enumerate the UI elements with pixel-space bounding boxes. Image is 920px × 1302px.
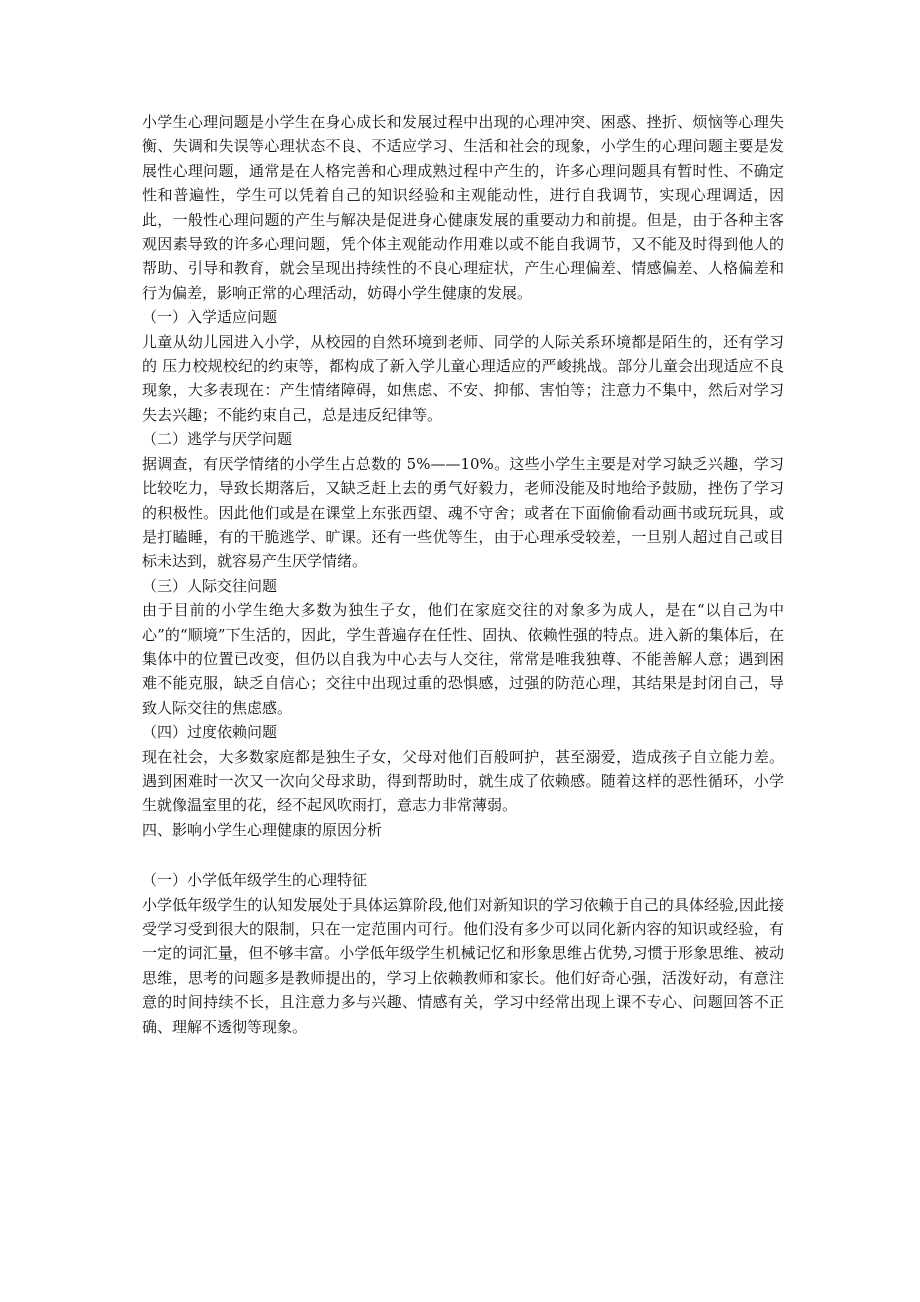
paragraph-spacer <box>142 842 784 868</box>
section-heading-4: （四）过度依赖问题 <box>142 723 278 742</box>
section-body-1: 儿童从幼儿园进入小学，从校园的自然环境到老师、同学的人际关系环境都是陌生的，还有学习的 压力校规校纪的约束等，都构成了新入学儿童心理适应的严峻挑战。部分儿童会出现适应不良现象，大多表现在：产生情绪障碍，如焦虑、不安、抑郁、害怕等；注意力不集中，然后对学习失去兴趣；不能约束自己，总是违反纪律等。 <box>142 332 784 424</box>
section-body-4: 现在社会，大多数家庭都是独生子女，父母对他们百般呵护，甚至溺爱，造成孩子自立能力差。遇到困难时一次又一次向父母求助，得到帮助时，就生成了依赖感。随着这样的恶性循环，小学生就像温室里的花，经不起风吹雨打，意志力非常薄弱。 <box>142 747 784 815</box>
section-heading-2: （二）逃学与厌学问题 <box>142 430 293 449</box>
section-body-2: 据调查，有厌学情绪的小学生占总数的 5%——10%。这些小学生主要是对学习缺乏兴趣，学习比较吃力，导致长期落后，又缺乏赶上去的勇气好毅力，老师没能及时地给予鼓励，挫伤了学习的积极性。因此他们或是在课堂上东张西望、魂不守舍；或者在下面偷偷看动画书或玩玩具，或是打瞌睡，有的干脆逃学、旷课。还有一些优等生，由于心理承受较差，一旦别人超过自己或目标未达到，就容易产生厌学情绪。 <box>142 454 784 571</box>
part-four-sub-heading: （一）小学低年级学生的心理特征 <box>142 871 368 890</box>
intro-paragraph: 小学生心理问题是小学生在身心成长和发展过程中出现的心理冲突、困惑、挫折、烦恼等心理失衡、失调和失误等心理状态不良、不适应学习、生活和社会的现象，小学生的心理问题主要是发展性心理问题，通常是在人格完善和心理成熟过程中产生的，许多心理问题具有暂时性、不确定性和普遍性，学生可以凭着自己的知识经验和主观能动性，进行自我调节，实现心理调适，因此，一般性心理问题的产生与解决是促进身心健康发展的重要动力和前提。但是，由于各种主客观因素导致的许多心理问题，凭个体主观能动作用难以或不能自我调节，又不能及时得到他人的帮助、引导和教育，就会呈现出持续性的不良心理症状，产生心理偏差、情感偏差、人格偏差和行为偏差，影响正常的心理活动，妨碍小学生健康的发展。 <box>142 113 784 302</box>
section-body-3: 由于目前的小学生绝大多数为独生子女，他们在家庭交往的对象多为成人，是在“以自己为中心”的“顺境”下生活的，因此，学生普遍存在任性、固执、依赖性强的特点。进入新的集体后，在集体中的位置已改变，但仍以自我为中心去与人交往，常常是唯我独尊、不能善解人意；遇到困难不能克服，缺乏自信心；交往中出现过重的恐惧感，过强的防范心理，其结果是封闭自己，导致人际交往的焦虑感。 <box>142 601 784 717</box>
part-four-body: 小学低年级学生的认知发展处于具体运算阶段,他们对新知识的学习依赖于自己的具体经验,因此接受学习受到很大的限制，只在一定范围内可行。他们没有多少可以同化新内容的知识或经验，有一定的词汇量，但不够丰富。小学低年级学生机械记忆和形象思维占优势,习惯于形象思维、被动思维，思考的问题多是教师提出的，学习上依赖教师和家长。他们好奇心强，活泼好动，有意注意的时间持续不长，且注意力多与兴趣、情感有关，学习中经常出现上课不专心、问题回答不正确、理解不透彻等现象。 <box>142 895 784 1036</box>
document-page <box>142 110 784 1039</box>
section-heading-1: （一）入学适应问题 <box>142 308 278 327</box>
section-heading-3: （三）人际交往问题 <box>142 576 278 595</box>
part-four-heading: 四、影响小学生心理健康的原因分析 <box>142 820 383 839</box>
